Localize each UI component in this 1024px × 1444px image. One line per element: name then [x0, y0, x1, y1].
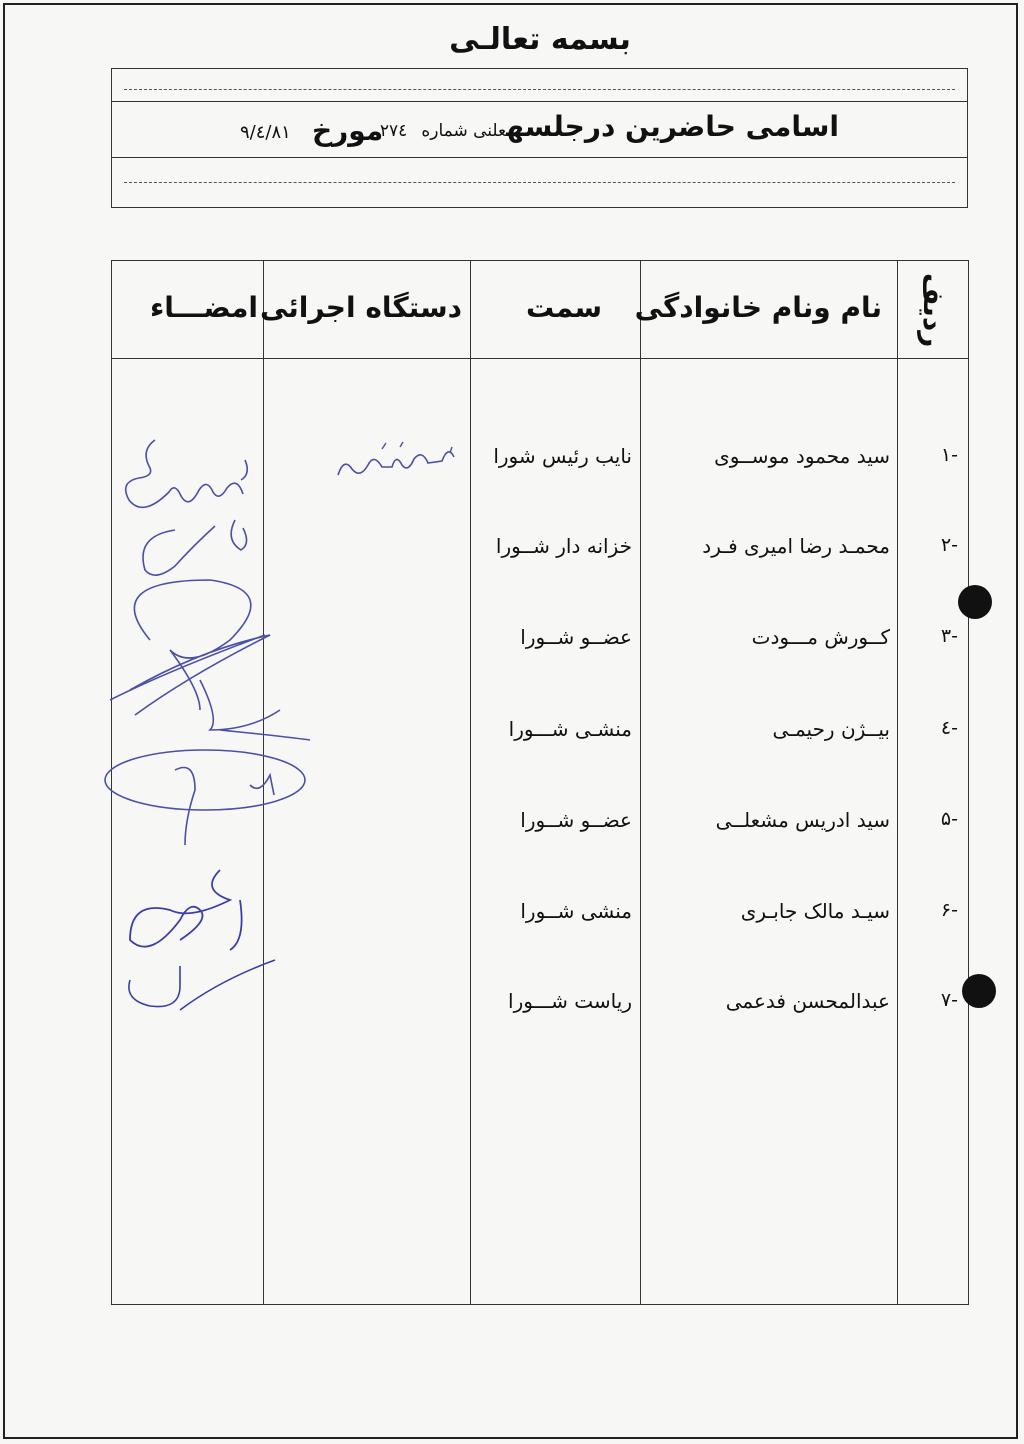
session-number: ۲۷٤	[379, 121, 408, 141]
column-header-signature: امضـــاء	[149, 291, 258, 324]
column-header-position: سمت	[526, 291, 602, 324]
page-title: بسمه تعالـی	[449, 22, 631, 57]
row-index: -۶	[940, 899, 958, 921]
signature-6-7	[120, 860, 280, 1030]
row-name: کــورش مـــودت	[751, 625, 890, 649]
header-row-divider	[112, 358, 968, 359]
col-divider	[640, 261, 641, 1304]
heading-text: اسامی حاضرین درجلسه	[506, 110, 839, 143]
row-position: منشـی شـــورا	[508, 717, 632, 741]
col-divider	[470, 261, 471, 1304]
row-position: ریاست شـــورا	[508, 989, 632, 1013]
dashed-line-bottom	[124, 182, 955, 183]
punch-hole	[962, 974, 996, 1008]
row-name: سید ادریس مشعلــی	[715, 808, 890, 832]
row-name: محمـد رضا امیری فـرد	[702, 534, 890, 558]
row-name: سید محمود موســوی	[714, 444, 890, 468]
header-divider-bottom	[112, 157, 967, 158]
row-index: -۵	[940, 808, 958, 830]
date-value: ۸۱/٤/۹	[240, 122, 291, 143]
column-header-name: نام ونام خانوادگی	[634, 291, 882, 324]
row-index: -۷	[940, 989, 958, 1011]
row-position: خزانه دار شــورا	[495, 534, 632, 558]
row-name: عبدالمحسن فدعمی	[725, 989, 890, 1013]
date-label: مورخ	[312, 114, 384, 147]
dashed-line-top	[124, 89, 955, 90]
session-type: علنی شماره	[421, 121, 507, 141]
signature-1-2	[115, 430, 265, 590]
row-index: -۲	[940, 534, 958, 556]
row-index: -۳	[940, 625, 958, 647]
row-position: عضــو شــورا	[520, 808, 632, 832]
session-heading	[348, 110, 839, 143]
row-index: -٤	[940, 717, 958, 739]
agency-handwriting	[330, 435, 465, 490]
col-divider	[897, 261, 898, 1304]
header-divider-top	[112, 101, 967, 102]
row-name: سیـد مالک جابـری	[740, 899, 890, 923]
row-index: -۱	[940, 444, 958, 466]
row-name: بیــژن رحیمـی	[772, 717, 890, 741]
column-header-index: ردیف	[917, 273, 950, 348]
signature-3-5	[100, 570, 315, 850]
column-header-agency: دستگاه اجرائی	[259, 291, 462, 324]
punch-hole	[958, 585, 992, 619]
row-position: نایب رئیس شورا	[493, 444, 632, 468]
row-position: عضــو شــورا	[520, 625, 632, 649]
row-position: منشی شــورا	[520, 899, 632, 923]
